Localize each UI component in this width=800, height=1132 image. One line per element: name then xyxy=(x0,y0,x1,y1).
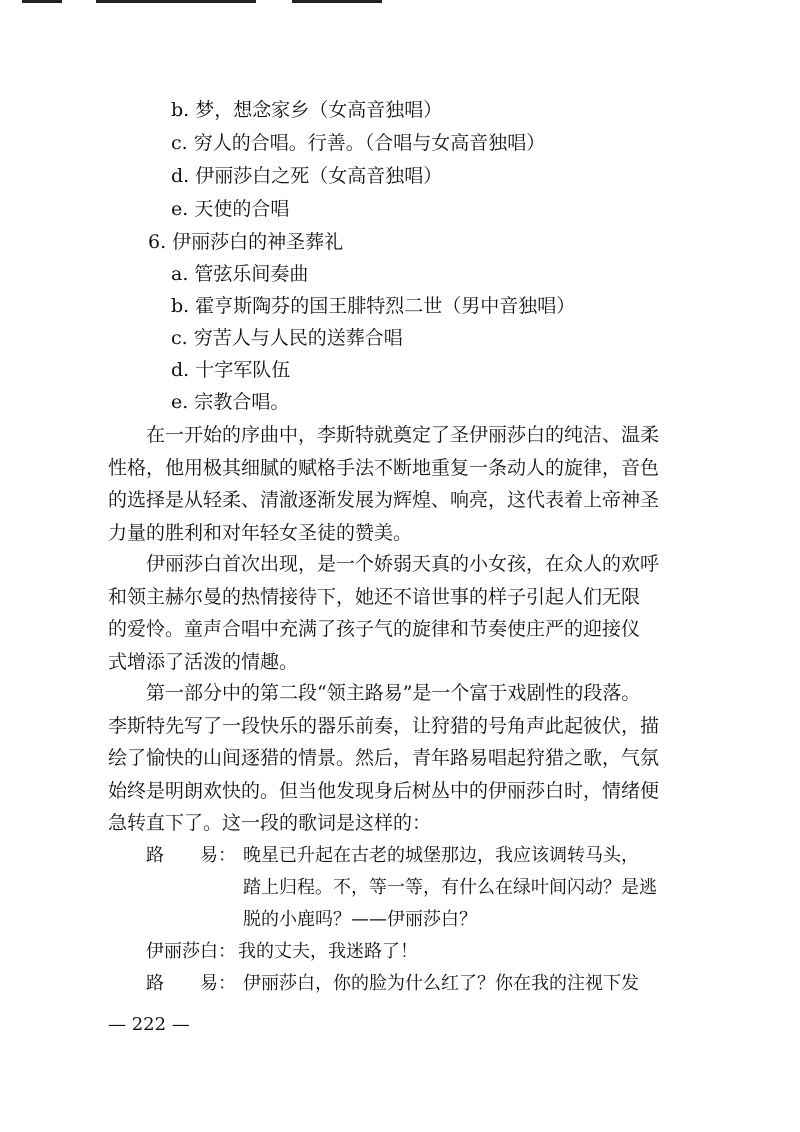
paragraph-line: 李斯特先写了一段快乐的器乐前奏，让狩猎的号角声此起彼伏，描 xyxy=(108,714,660,737)
top-rule-middle xyxy=(96,0,256,3)
dialogue-line: 伊丽莎白，你的脸为什么红了？你在我的注视下发 xyxy=(243,973,639,994)
dialogue-line: 脱的小鹿吗？——伊丽莎白？ xyxy=(243,909,477,930)
paragraph-line: 的选择是从轻柔、清澈逐渐发展为辉煌、响亮，这代表着上帝神圣 xyxy=(108,489,660,511)
paragraph-first-appearance xyxy=(108,548,693,678)
list-item-c-poor-chorus: c. 穷人的合唱。行善。（合唱与女高音独唱） xyxy=(171,132,546,154)
list-item-e-religious-chorus: e. 宗教合唱。 xyxy=(171,391,290,413)
list-item-a-interlude: a. 管弦乐间奏曲 xyxy=(171,263,309,285)
paragraph-line: 始终是明朗欢快的。但当他发现身后树丛中的伊丽莎白时，情绪便 xyxy=(108,779,660,802)
top-rule-left xyxy=(22,0,62,3)
list-item-d-crusaders: d. 十字军队伍 xyxy=(171,359,291,381)
paragraph-lord-louis xyxy=(108,677,693,840)
paragraph-line: 急转直下了。这一段的歌词是这样的： xyxy=(108,812,432,834)
dialogue-speaker-louis: 路 易： xyxy=(146,973,236,994)
list-item-b-dream: b. 梦，想念家乡（女高音独唱） xyxy=(171,99,443,121)
dialogue-line: 踏上归程。不，等一等，有什么在绿叶间闪动？是逃 xyxy=(243,877,657,898)
paragraph-line: 的爱怜。童声合唱中充满了孩子气的旋律和节奏使庄严的迎接仪 xyxy=(108,618,641,640)
paragraph-line: 伊丽莎白首次出现，是一个娇弱天真的小女孩，在众人的欢呼 xyxy=(146,553,660,575)
page-number: — 222 — xyxy=(108,1014,190,1035)
section-6-title: 6. 伊丽莎白的神圣葬礼 xyxy=(148,231,344,253)
list-item-e-angels: e. 天使的合唱 xyxy=(171,198,290,220)
paragraph-line: 式增添了活泼的情趣。 xyxy=(108,650,299,673)
paragraph-line: 力量的胜利和对年轻女圣徒的赞美。 xyxy=(108,521,413,544)
paragraph-line: 第一部分中的第二段“领主路易”是一个富于戏剧性的段落。 xyxy=(146,682,641,704)
paragraph-line: 和领主赫尔曼的热情接待下，她还不谙世事的样子引起人们无限 xyxy=(108,585,641,608)
paragraph-overture xyxy=(108,419,693,549)
list-item-c-funeral-chorus: c. 穷苦人与人民的送葬合唱 xyxy=(171,327,403,349)
dialogue-speaker-elisabeth: 伊丽莎白： xyxy=(146,941,236,962)
dialogue-line: 我的丈夫，我迷路了！ xyxy=(238,941,418,962)
top-rule-right xyxy=(292,0,382,3)
dialogue-line: 晚星已升起在古老的城堡那边，我应该调转马头， xyxy=(243,845,639,866)
paragraph-line: 性格，他用极其细腻的赋格手法不断地重复一条动人的旋律，音色 xyxy=(108,456,660,479)
paragraph-line: 在一开始的序曲中，李斯特就奠定了圣伊丽莎白的纯洁、温柔 xyxy=(146,424,660,446)
list-item-d-death: d. 伊丽莎白之死（女高音独唱） xyxy=(171,165,443,187)
paragraph-line: 绘了愉快的山间逐猎的情景。然后，青年路易唱起狩猎之歌，气氛 xyxy=(108,747,660,769)
dialogue-speaker-louis: 路 易： xyxy=(146,845,236,866)
list-item-b-friedrich: b. 霍亨斯陶芬的国王腓特烈二世（男中音独唱） xyxy=(171,295,576,317)
